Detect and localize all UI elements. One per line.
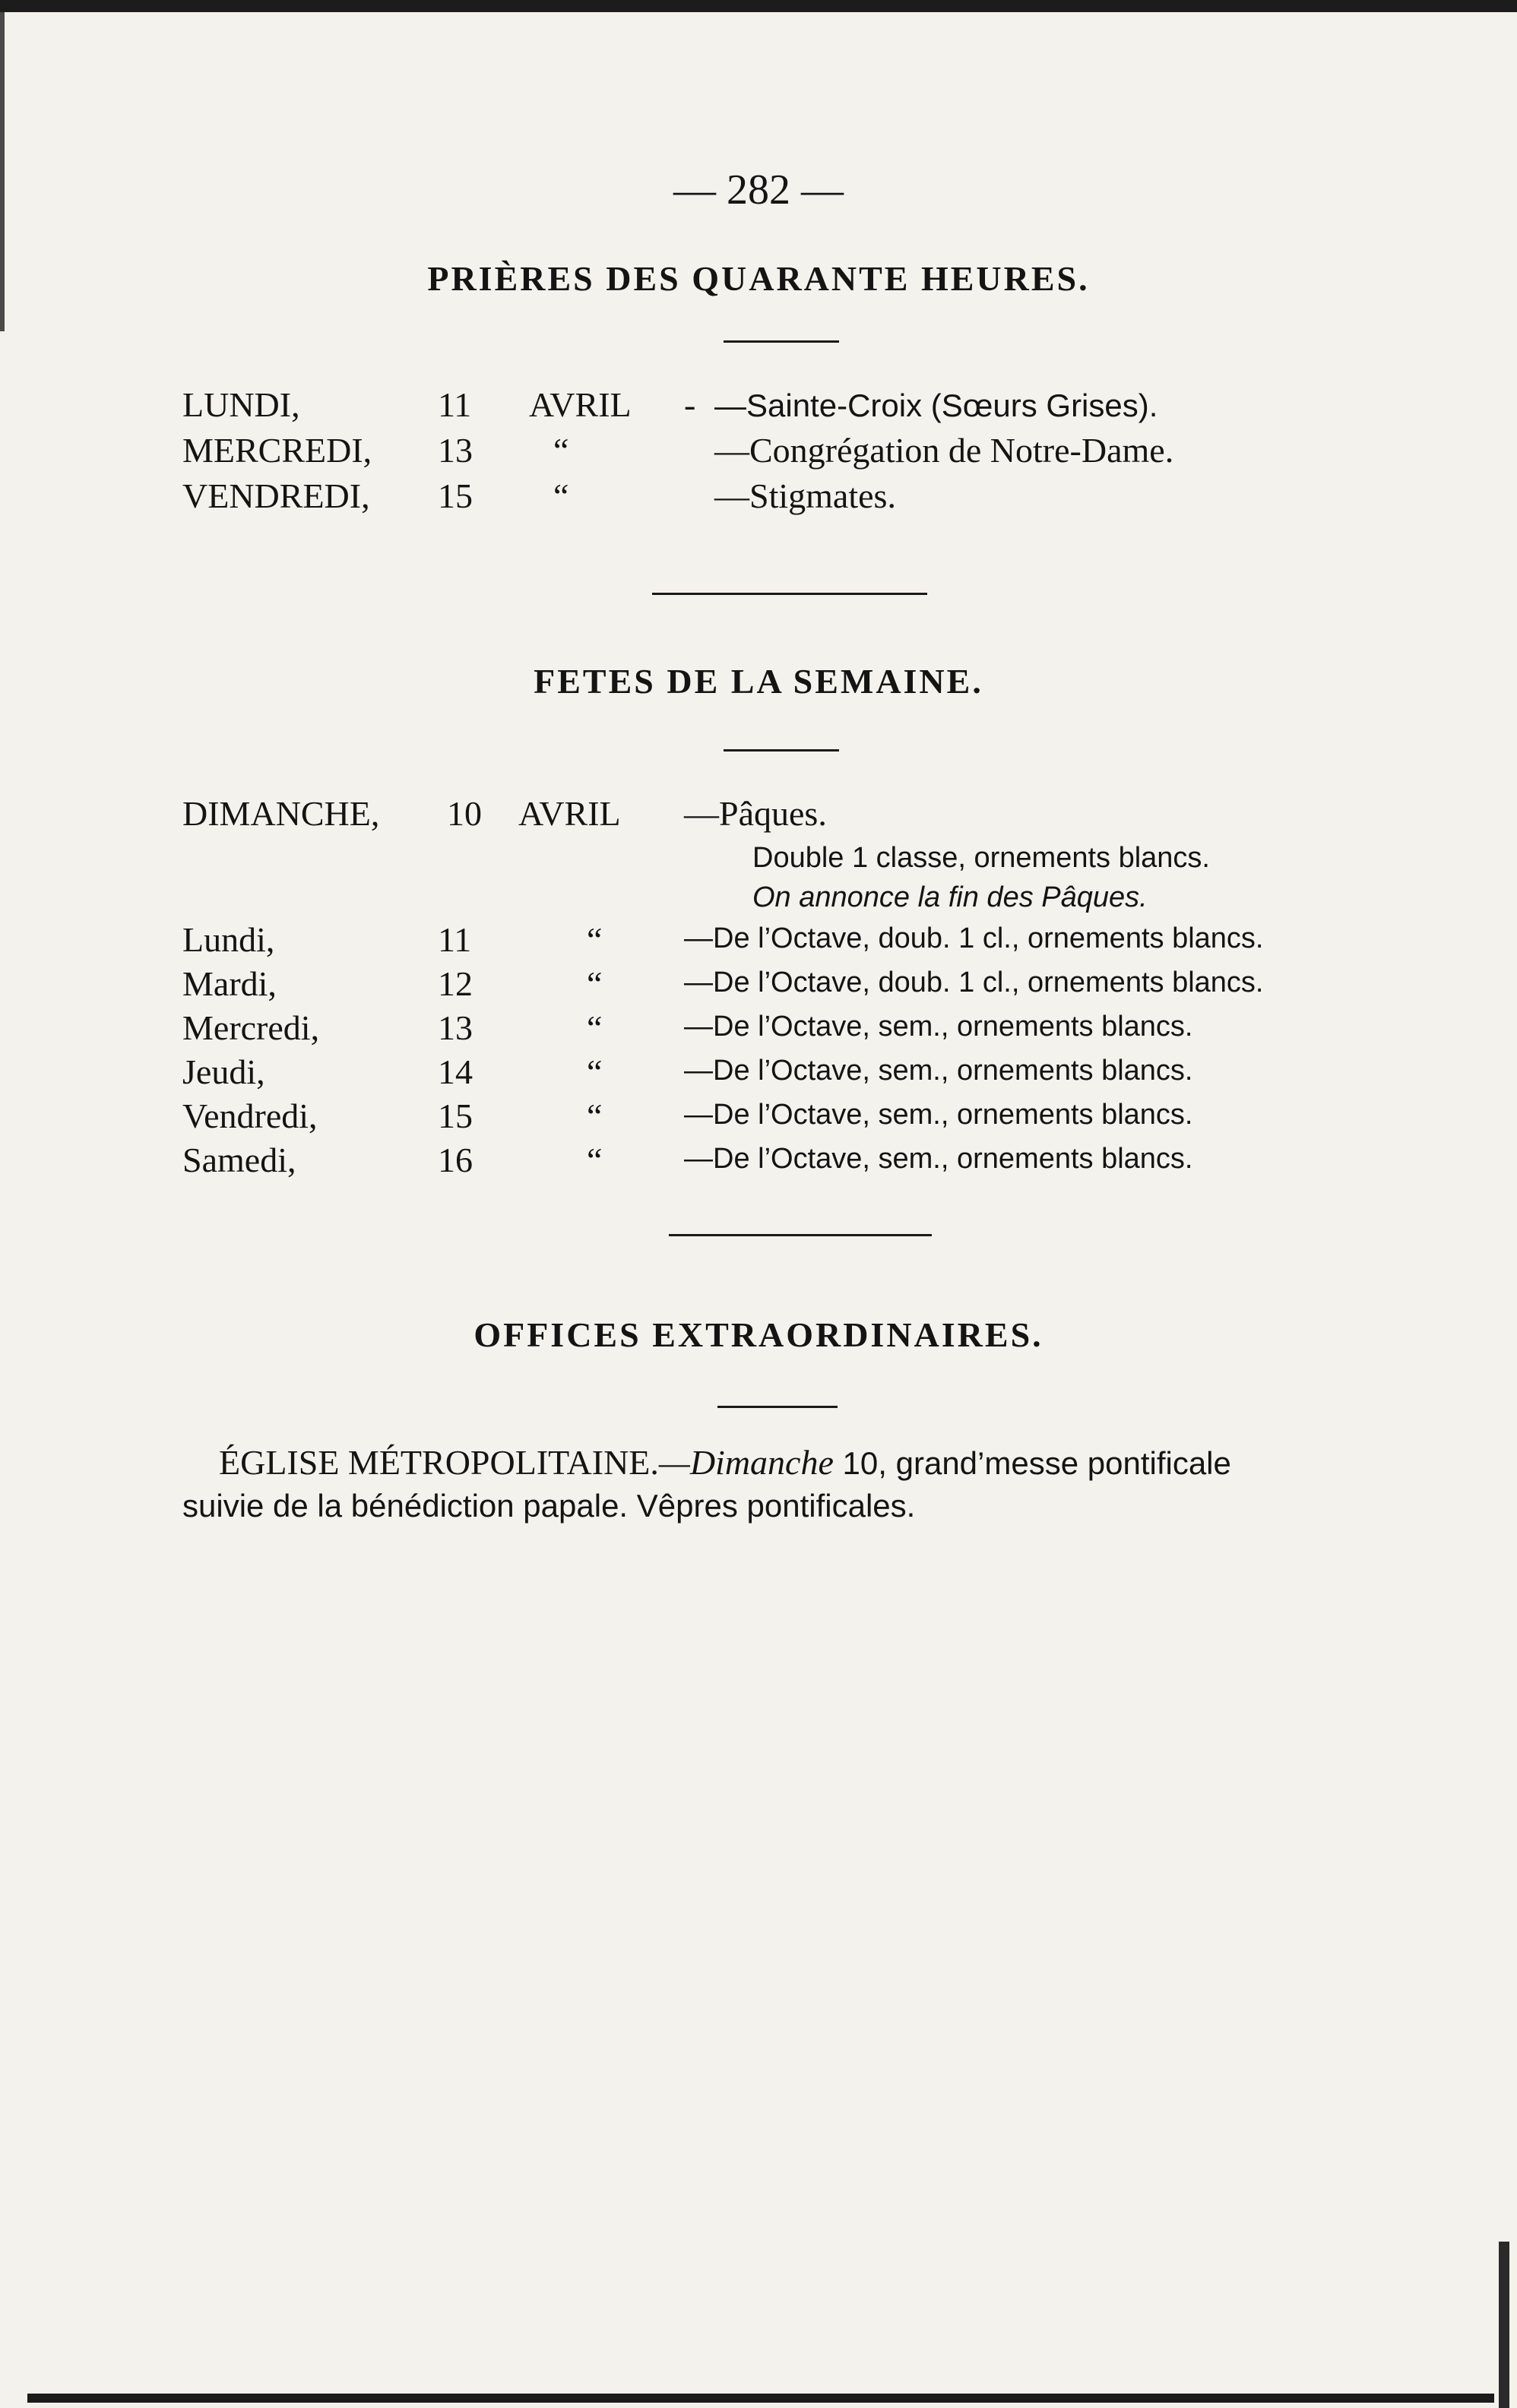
fete-feast: —De l’Octave, doub. 1 cl., ornements blancs. (684, 922, 1264, 954)
heading-fetes-semaine: FETES DE LA SEMAINE. (534, 662, 983, 701)
qh-date: 13 (438, 431, 473, 470)
fete-note-italic: On annonce la fin des Pâques. (752, 881, 1148, 913)
fete-feast: —Pâques. (684, 794, 827, 833)
heading-quarante-heures: PRIÈRES DES QUARANTE HEURES. (427, 259, 1090, 298)
fete-note: Double 1 classe, ornements blancs. (752, 842, 1210, 874)
fete-date: 14 (438, 1052, 473, 1091)
fete-feast: —De l’Octave, sem., ornements blancs. (684, 1099, 1193, 1131)
fete-date: 15 (438, 1096, 473, 1135)
rule-long (669, 1234, 932, 1236)
fete-day: Mardi, (182, 964, 277, 1003)
fete-day: Lundi, (182, 920, 275, 959)
rule-short (724, 749, 839, 752)
fete-month: “ (587, 920, 603, 959)
fete-day: DIMANCHE, (182, 794, 380, 833)
scan-edge-top (0, 0, 1517, 12)
qh-date: 15 (438, 476, 473, 515)
heading-offices-extraordinaires: OFFICES EXTRAORDINAIRES. (473, 1315, 1044, 1354)
fete-day: Mercredi, (182, 1008, 320, 1047)
qh-place: —Sainte-Croix (Sœurs Grises). (714, 388, 1158, 423)
office-line-2: suivie de la bénédiction papale. Vêpres pontificales. (182, 1488, 916, 1524)
rule-long (652, 593, 927, 595)
fete-month: AVRIL (518, 794, 621, 833)
fete-date: 12 (438, 964, 473, 1003)
office-rest: 10, grand’messe pontificale (833, 1445, 1231, 1481)
scan-edge-right (1499, 2242, 1509, 2408)
fete-day: Vendredi, (182, 1096, 318, 1135)
fete-feast: —De l’Octave, doub. 1 cl., ornements blancs. (684, 967, 1264, 998)
qh-day: MERCREDI, (182, 431, 372, 470)
rule-short (717, 1406, 838, 1408)
qh-month: “ (553, 476, 569, 515)
fete-date: 10 (447, 794, 482, 833)
office-line-1 (219, 1442, 1231, 1482)
qh-place: —Congrégation de Notre-Dame. (714, 431, 1174, 470)
fete-month: “ (587, 1008, 603, 1047)
qh-month: AVRIL (529, 385, 632, 424)
qh-dash: - (684, 385, 696, 424)
fete-feast: —De l’Octave, sem., ornements blancs. (684, 1143, 1193, 1175)
fete-feast: —De l’Octave, sem., ornements blancs. (684, 1011, 1193, 1043)
fete-month: “ (587, 1096, 603, 1135)
qh-day: LUNDI, (182, 385, 300, 424)
fete-day: Samedi, (182, 1141, 296, 1179)
office-day: —Dimanche (658, 1443, 834, 1482)
fete-date: 11 (438, 920, 472, 959)
rule-short (724, 340, 839, 343)
fete-month: “ (587, 964, 603, 1003)
qh-place: —Stigmates. (714, 476, 896, 515)
fete-feast: —De l’Octave, sem., ornements blancs. (684, 1055, 1193, 1087)
qh-date: 11 (438, 385, 472, 424)
fete-month: “ (587, 1052, 603, 1091)
fete-date: 16 (438, 1141, 473, 1179)
qh-month: “ (553, 431, 569, 470)
scan-edge-bottom (27, 2394, 1494, 2403)
fete-date: 13 (438, 1008, 473, 1047)
fete-day: Jeudi, (182, 1052, 265, 1091)
page-number: — 282 — (673, 166, 844, 214)
office-church: ÉGLISE MÉTROPOLITAINE. (219, 1443, 659, 1482)
qh-day: VENDREDI, (182, 476, 370, 515)
fete-month: “ (587, 1141, 603, 1179)
